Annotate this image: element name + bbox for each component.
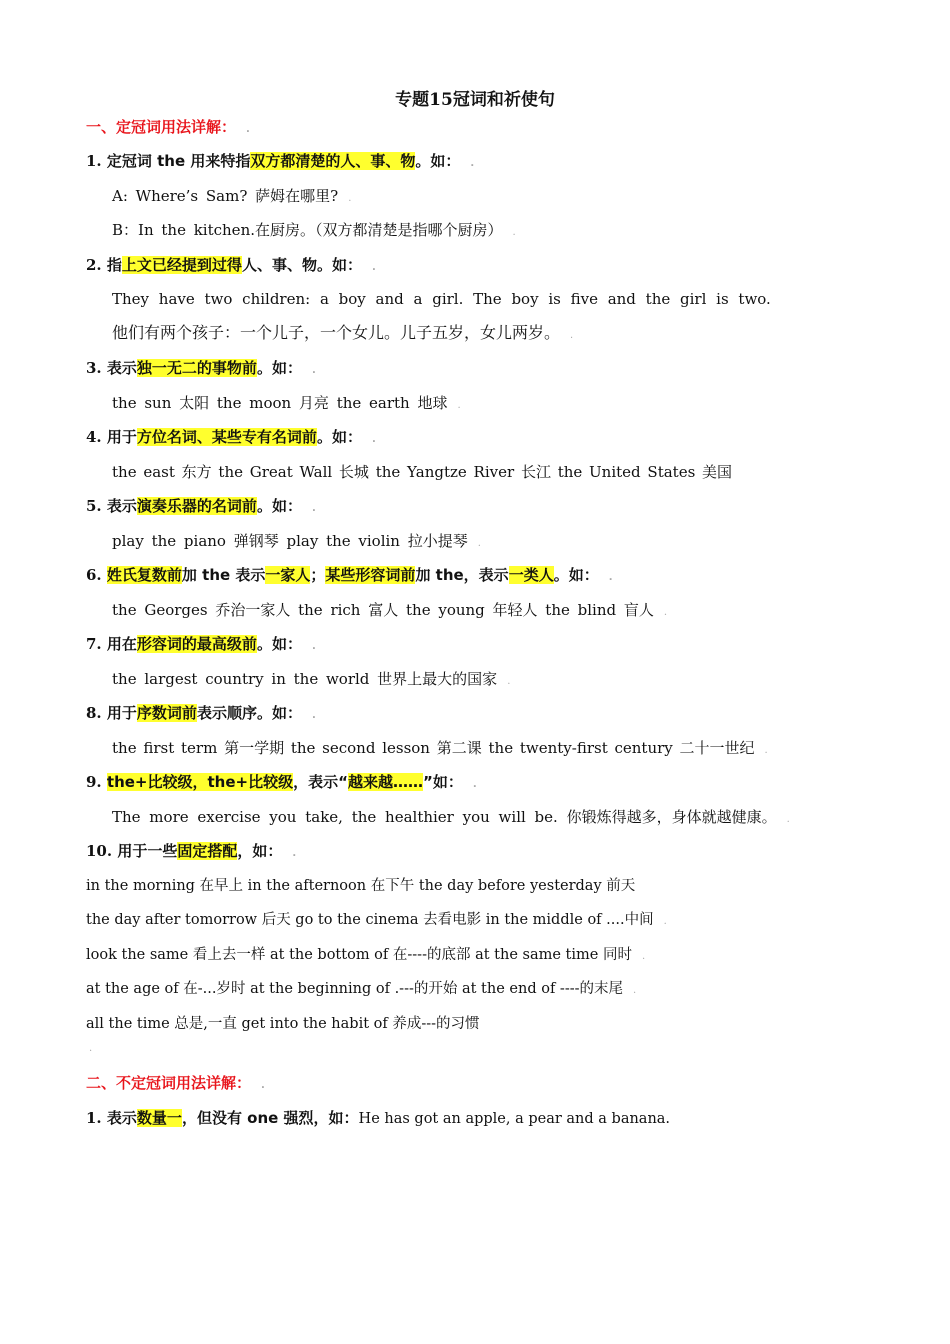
rule-2: 2. 指上文已经提到过得人、事、物。如： . [86, 256, 376, 274]
phrase-line-3: look the same 看上去一样 at the bottom of 在----的底部 at the same time 同时 . [86, 947, 646, 963]
rule-4: 4. 用于方位名词、某些专有名词前。如： . [86, 428, 376, 446]
rule-5: 5. 表示演奏乐器的名词前。如： . [86, 497, 316, 515]
section-heading-indefinite-article: 二、不定冠词用法详解： . [86, 1074, 265, 1092]
example-1b: B：In the kitchen.在厨房。（双方都清楚是指哪个厨房） . [112, 221, 516, 239]
example-6: the Georges 乔治一家人 the rich 富人 the young 年轻人 the blind 盲人 . [112, 601, 668, 619]
rule-6: 6. 姓氏复数前加 the 表示一家人；某些形容词前加 the，表示一类人。如： . [86, 566, 613, 584]
example-5: play the piano 弹钢琴 play the violin 拉小提琴 . [112, 532, 481, 550]
phrase-line-2: the day after tomorrow 后天 go to the cinema 去看电影 in the middle of ....中间 . [86, 912, 667, 928]
example-7: the largest country in the world 世界上最大的国家 . [112, 670, 511, 688]
rule-10: 10. 用于一些固定搭配，如： . [86, 842, 297, 860]
phrase-line-4: at the age of 在-...岁时 at the beginning of .---的开始 at the end of ----的末尾 . [86, 981, 637, 997]
rule-3: 3. 表示独一无二的事物前。如： . [86, 359, 316, 377]
phrase-line-5: all the time 总是,一直 get into the habit of 养成---的习惯 [86, 1016, 480, 1032]
page-title: 专题15冠词和祈使句 [395, 90, 555, 110]
rule-9: 9. the+比较级，the+比较级，表示“越来越……”如： . [86, 773, 477, 791]
phrase-line-1: in the morning 在早上 in the afternoon 在下午 the day before yesterday 前天 [86, 878, 636, 894]
example-1a: A: Where’s Sam? 萨姆在哪里? . [112, 187, 352, 205]
rule-11: 1. 表示数量一，但没有 one 强烈，如：He has got an apple, a pear and a banana. [86, 1109, 671, 1127]
example-4: the east 东方 the Great Wall 长城 the Yangtze River 长江 the United States 美国 [112, 463, 733, 481]
paragraph-mark: . [89, 1043, 93, 1054]
rule-1: 1. 定冠词 the 用来特指双方都清楚的人、事、物。如： . [86, 152, 475, 170]
example-2a: They have two children: a boy and a girl. The boy is five and the girl is two. [112, 290, 771, 308]
example-3: the sun 太阳 the moon 月亮 the earth 地球 . [112, 394, 461, 412]
example-9: The more exercise you take, the healthier you will be. 你锻炼得越多，身体就越健康。 . [112, 808, 790, 826]
rule-7: 7. 用在形容词的最高级前。如： . [86, 635, 316, 653]
rule-8: 8. 用于序数词前表示顺序。如： . [86, 704, 316, 722]
example-8: the first term 第一学期 the second lesson 第二课 the twenty-first century 二十一世纪 . [112, 739, 768, 757]
section-heading-definite-article: 一、定冠词用法详解： . [86, 118, 250, 136]
example-2b: 他们有两个孩子：一个儿子，一个女儿。儿子五岁，女儿两岁。 . [112, 323, 574, 342]
